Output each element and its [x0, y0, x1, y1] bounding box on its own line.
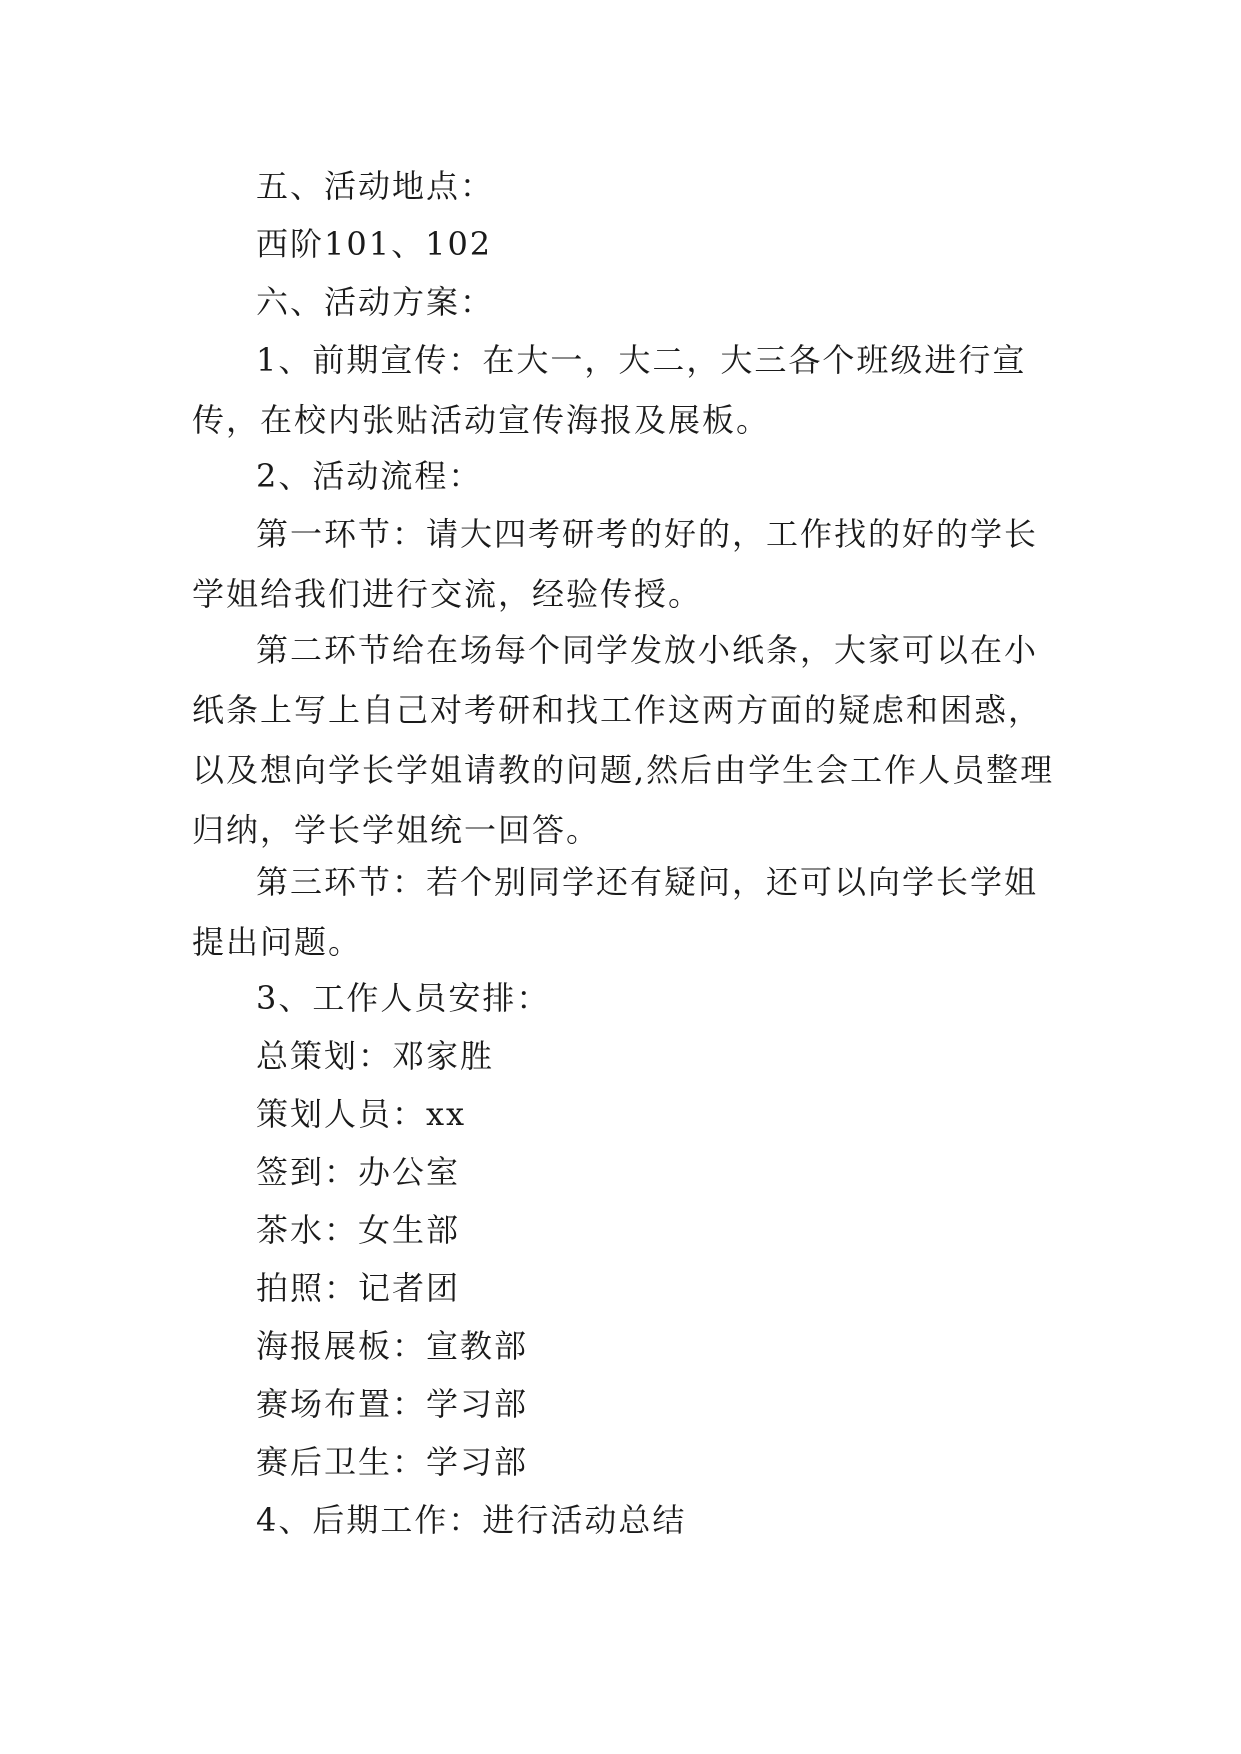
staff-chief-planner: 总策划：邓家胜 [256, 1037, 495, 1075]
process-step-one: 第一环节：请大四考研考的好的，工作找的好的学长学姐给我们进行交流，经验传授。 [192, 515, 1039, 613]
plan-item-staffing: 3、工作人员安排： [256, 979, 551, 1017]
staff-sign-in: 签到：办公室 [256, 1153, 461, 1191]
staff-cleanup: 赛后卫生：学习部 [256, 1443, 529, 1481]
plan-item-publicity: 1、前期宣传：在大一，大二，大三各个班级进行宣传，在校内张贴活动宣传海报及展板。 [192, 341, 1027, 439]
staff-posters: 海报展板：宣教部 [256, 1327, 529, 1365]
section-heading-plan: 六、活动方案： [256, 283, 495, 321]
staff-photography: 拍照：记者团 [256, 1269, 461, 1307]
section-heading-venue: 五、活动地点： [256, 167, 495, 205]
venue-text: 西阶101、102 [256, 225, 493, 263]
plan-item-follow-up: 4、后期工作：进行活动总结 [256, 1501, 687, 1539]
process-step-three: 第三环节：若个别同学还有疑问，还可以向学长学姐提出问题。 [192, 863, 1039, 961]
plan-item-process: 2、活动流程： [256, 457, 483, 495]
staff-venue-setup: 赛场布置：学习部 [256, 1385, 529, 1423]
staff-planners: 策划人员：xx [256, 1095, 467, 1133]
staff-tea: 茶水：女生部 [256, 1211, 461, 1249]
process-step-two: 第二环节给在场每个同学发放小纸条，大家可以在小纸条上写上自己对考研和找工作这两方面的疑虑和困惑，以及想向学长学姐请教的问题,然后由学生会工作人员整理归纳，学长学姐统一回答。 [192, 631, 1055, 849]
